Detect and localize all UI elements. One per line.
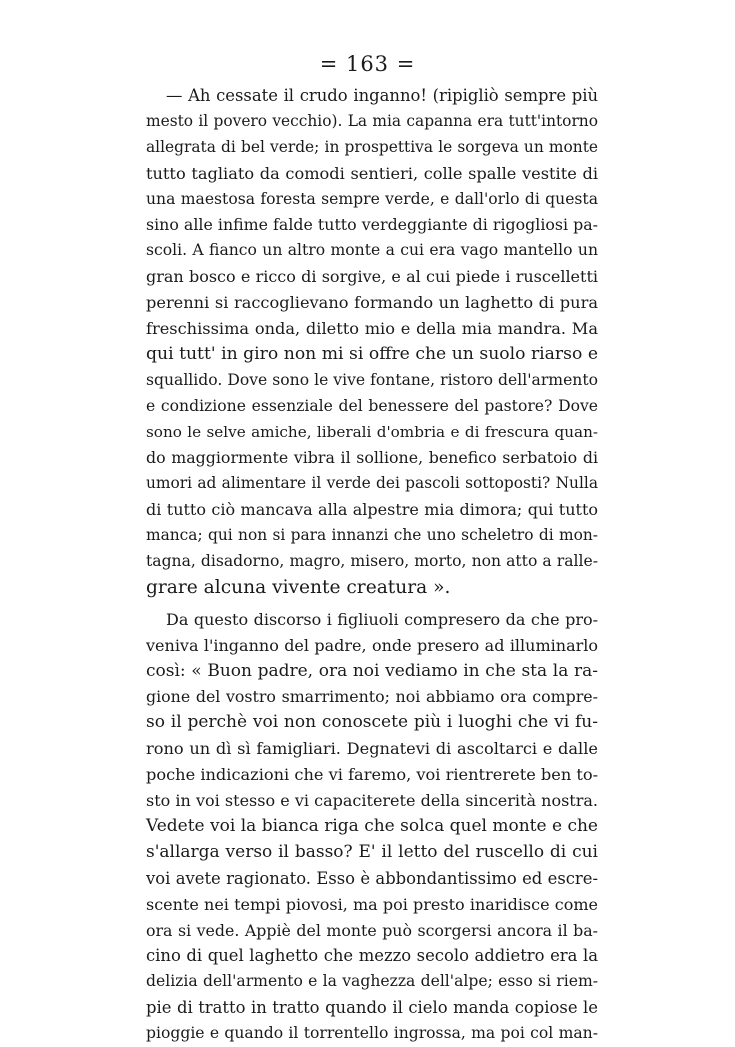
text-line: scente nei tempi piovosi, ma poi presto inaridisce come [146,894,598,914]
text-line: do maggiormente vibra il sollione, benefico serbatoio di [146,448,598,468]
text-line: Da questo discorso i figliuoli compresero da che pro- [166,609,598,629]
text-line: sono le selve amiche, liberali d'ombria e di frescura quan- [146,422,598,441]
text-line: così: « Buon padre, ora noi vediamo in che sta la ra- [146,660,598,681]
text-line: s'allarga verso il basso? E' il letto del ruscello di cui [146,841,598,862]
text-line: — Ah cessate il crudo inganno! (ripigliò sempre più [166,86,598,105]
text-line: freschissima onda, diletto mio e della mia mandra. Ma [146,319,598,339]
text-line: delizia dell'armento e la vaghezza dell'alpe; esso si riem- [146,972,598,991]
text-line: so il perchè voi non conoscete più i luoghi che vi fu- [146,712,598,733]
paragraph-2 [146,607,598,1047]
text-line: pie di tratto in tratto quando il cielo manda copiose le [146,998,598,1018]
text-line: tutto tagliato da comodi sentieri, colle spalle vestite di [146,163,598,183]
text-line: allegrata di bel verde; in prospettiva le sorgeva un monte [146,137,598,156]
text-line: una maestosa foresta sempre verde, e dall'orlo di questa [146,189,598,208]
page-number: = 163 = [319,52,416,76]
paragraph-1 [146,83,598,601]
text-line: poche indicazioni che vi faremo, voi rientrerete ben to- [146,765,599,785]
text-line: cino di quel laghetto che mezzo secolo addietro era la [146,946,598,966]
text-line: grare alcuna vivente creatura ». [146,576,451,598]
text-line: sino alle infime falde tutto verdeggiante di rigogliosi pa- [146,215,598,235]
text-line: di tutto ciò mancava alla alpestre mia dimora; qui tutto [146,500,598,520]
text-line: umori ad alimentare il verde dei pascoli sottoposti? Nulla [146,474,598,493]
text-line: mesto il povero vecchio). La mia capanna era tutt'intorno [146,111,598,130]
text-line: qui tutt' in giro non mi si offre che un suolo riarso e [146,343,598,364]
text-line: gran bosco e ricco di sorgive, e al cui piede i ruscelletti [146,267,598,287]
text-line: voi avete ragionato. Esso è abbondantissimo ed escre- [146,868,598,888]
text-line: rono un dì sì famigliari. Degnatevi di ascoltarci e dalle [146,739,598,759]
text-line: gione del vostro smarrimento; noi abbiamo ora compre- [146,687,598,707]
body-text [146,83,598,1047]
text-line: manca; qui non si para innanzi che uno scheletro di mon- [146,526,598,545]
text-line: scoli. A fianco un altro monte a cui era vago mantello un [146,241,598,260]
text-line: Vedete voi la bianca riga che solca quel monte e che [146,815,598,836]
text-line: e condizione essenziale del benessere del pastore? Dove [146,396,598,415]
text-line: tagna, disadorno, magro, misero, morto, non atto a ralle- [146,552,598,571]
text-line: ora si vede. Appiè del monte può scorgersi ancora il ba- [146,920,598,940]
text-line: perenni si raccoglievano formando un laghetto di pura [146,293,598,313]
text-line: veniva l'inganno del padre, onde presero ad illuminarlo [146,635,598,655]
text-line: pioggie e quando il torrentello ingrossa, ma poi col man- [146,1024,598,1043]
text-line: sto in voi stesso e vi capaciterete della sincerità nostra. [146,791,598,811]
text-line: squallido. Dove sono le vive fontane, ristoro dell'armento [146,370,598,389]
